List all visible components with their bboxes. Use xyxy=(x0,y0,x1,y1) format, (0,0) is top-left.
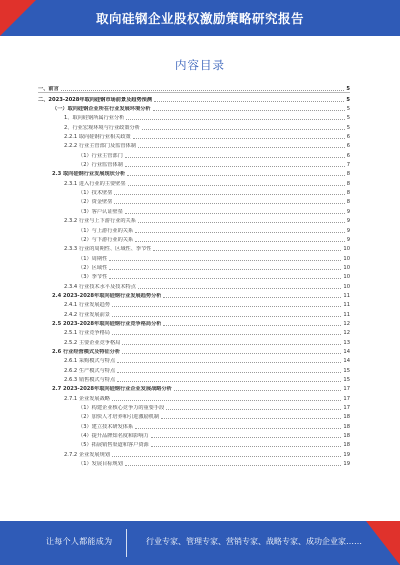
toc-leader-dots xyxy=(122,353,341,354)
toc-entry-label: （1）技术壁垒 xyxy=(78,190,113,197)
toc-entry-label: （2）与下游行业的关系 xyxy=(78,236,134,243)
toc-entry-label: 2.6.2 生产模式与特点 xyxy=(64,367,116,374)
toc-entry[interactable] xyxy=(38,131,350,140)
toc-leader-dots xyxy=(174,390,342,391)
toc-entry-label: （3）建立技术研发体系 xyxy=(78,423,134,430)
report-title: 取向硅钢企业股权激励策略研究报告 xyxy=(95,11,304,26)
toc-leader-dots xyxy=(112,456,341,457)
toc-leader-dots xyxy=(125,465,342,466)
toc-entry[interactable] xyxy=(38,121,350,130)
toc-leader-dots xyxy=(138,222,345,223)
toc-entry-label: 2.5.1 行业竞争格局 xyxy=(64,330,110,337)
toc-entry-label: 2.4.2 行业发展前景 xyxy=(64,311,110,318)
toc-leader-dots xyxy=(142,129,345,130)
toc-entry[interactable] xyxy=(38,271,350,280)
toc-entry-page: 14 xyxy=(343,358,350,365)
toc-leader-dots xyxy=(125,213,345,214)
toc-entry[interactable] xyxy=(38,112,350,121)
toc-entry-page: 8 xyxy=(346,171,350,178)
toc-leader-dots xyxy=(112,334,341,335)
toc-entry-label: （3）客户认证壁垒 xyxy=(78,208,123,215)
toc-entry-page: 5 xyxy=(346,115,350,122)
toc-entry-page: 7 xyxy=(346,162,350,169)
toc-entry-label: 2.5 2023-2028年取向硅钢行业竞争格局分析 xyxy=(52,320,162,327)
toc-entry-label: 2.3.1 进入行业的主要壁垒 xyxy=(64,180,126,187)
toc-entry[interactable] xyxy=(38,430,350,439)
toc-entry-label: 2.4 2023-2028年取向硅钢行业发展趋势分析 xyxy=(52,292,162,299)
toc-entry-label: 2.7 2023-2028年取向硅钢行业企业发展战略分析 xyxy=(52,386,172,393)
toc-entry-page: 10 xyxy=(343,246,350,253)
toc-entry-label: 2.7.1 企业发展战略 xyxy=(64,395,110,402)
toc-leader-dots xyxy=(117,381,341,382)
toc-entry-page: 6 xyxy=(346,134,350,141)
toc-leader-dots xyxy=(112,306,341,307)
toc-entry-page: 19 xyxy=(343,461,350,468)
toc-entry[interactable] xyxy=(38,420,350,429)
toc-leader-dots xyxy=(154,101,344,102)
toc-entry-page: 17 xyxy=(343,386,350,393)
toc-entry-page: 18 xyxy=(343,433,350,440)
toc-leader-dots xyxy=(127,175,344,176)
toc-entry-page: 19 xyxy=(343,451,350,458)
toc-entry-page: 11 xyxy=(343,292,350,299)
toc-leader-dots xyxy=(128,185,345,186)
toc-entry-label: （一）取向硅钢企业所在行业发展环境分析 xyxy=(52,106,151,113)
toc-leader-dots xyxy=(112,400,341,401)
toc-entry-label: 2.3.2 行业与上下游行业的关系 xyxy=(64,218,136,225)
toc-entry-page: 8 xyxy=(346,180,350,187)
toc-entry-label: 2.3.4 行业技术水平及技术特点 xyxy=(64,283,136,290)
toc-leader-dots xyxy=(163,297,341,298)
toc-entry-page: 14 xyxy=(343,348,350,355)
footer-divider xyxy=(126,529,127,557)
toc-entry-label: 1、取向硅钢所属行业分析 xyxy=(64,115,125,122)
toc-entry[interactable] xyxy=(38,458,350,467)
toc-entry[interactable] xyxy=(38,346,350,355)
toc-entry-page: 10 xyxy=(343,274,350,281)
toc-entry-page: 9 xyxy=(346,218,350,225)
toc-leader-dots xyxy=(153,250,341,251)
toc-entry-label: 2.4.1 行业发展趋势 xyxy=(64,302,110,309)
toc-entry[interactable] xyxy=(38,262,350,271)
toc-entry[interactable] xyxy=(38,280,350,289)
page-footer xyxy=(0,521,400,565)
toc-entry-page: 6 xyxy=(346,152,350,159)
toc-leader-dots xyxy=(117,372,341,373)
toc-entry-page: 8 xyxy=(346,190,350,197)
toc-entry[interactable] xyxy=(38,318,350,327)
toc-entry-label: （1）与上游行业的关系 xyxy=(78,227,134,234)
toc-entry[interactable] xyxy=(38,103,350,112)
toc-entry-page: 12 xyxy=(343,330,350,337)
footer-tagline: 行业专家、管理专家、营销专家、战略专家、成功企业家…… xyxy=(146,537,362,546)
toc-entry-page: 9 xyxy=(346,227,350,234)
toc-entry-page: 10 xyxy=(343,283,350,290)
toc-entry-page: 5 xyxy=(346,106,350,113)
toc-entry-page: 11 xyxy=(343,302,350,309)
toc-entry-label: 2.5.2 主要企业竞争格局 xyxy=(64,339,121,346)
toc-entry-page: 9 xyxy=(346,236,350,243)
toc-leader-dots xyxy=(138,147,345,148)
toc-entry-page: 15 xyxy=(343,377,350,383)
toc-entry-page: 9 xyxy=(346,208,350,215)
toc-leader-dots xyxy=(161,418,341,419)
toc-entry-page: 8 xyxy=(346,199,350,206)
toc-entry-label: 2.7.2 企业发展规划 xyxy=(64,451,110,458)
toc-entry-label: 2.3 取向硅钢行业发展现状分析 xyxy=(52,171,126,178)
toc-entry[interactable] xyxy=(38,374,350,383)
toc-leader-dots xyxy=(151,446,342,447)
toc-leader-dots xyxy=(163,325,341,326)
toc-entry[interactable] xyxy=(38,402,350,411)
toc-entry-page: 5 xyxy=(346,86,350,93)
toc-leader-dots xyxy=(109,278,341,279)
toc-entry-page: 12 xyxy=(343,320,350,327)
toc-entry-page: 10 xyxy=(343,255,350,262)
toc-entry[interactable] xyxy=(38,308,350,317)
toc-entry[interactable] xyxy=(38,205,350,214)
toc-entry[interactable] xyxy=(38,159,350,168)
toc-entry-label: 2.6 行业经营模式及特征分析 xyxy=(52,348,121,355)
toc-heading: 内容目录 xyxy=(175,58,225,72)
toc-leader-dots xyxy=(166,409,341,410)
toc-entry-label: （5）拓展销售渠道和客户资源 xyxy=(78,442,149,449)
toc-leader-dots xyxy=(135,241,345,242)
toc-entry-label: （1）行业主管部门 xyxy=(78,152,123,159)
toc-entry-label: （1）构建企业核心竞争力的重要手段 xyxy=(78,405,165,412)
toc-leader-dots xyxy=(151,437,342,438)
toc-entry-page: 11 xyxy=(343,311,350,318)
toc-entry-label: （2）资金壁垒 xyxy=(78,199,113,206)
toc-entry[interactable] xyxy=(38,336,350,345)
toc-leader-dots xyxy=(109,269,341,270)
toc-entry[interactable] xyxy=(38,439,350,448)
toc-entry[interactable] xyxy=(38,187,350,196)
toc-leader-dots xyxy=(133,138,345,139)
toc-entry[interactable] xyxy=(38,364,350,373)
toc-entry-label: （2）行业监管体制 xyxy=(78,162,123,169)
toc-entry-page: 17 xyxy=(343,405,350,412)
toc-entry[interactable] xyxy=(38,448,350,457)
toc-leader-dots xyxy=(126,119,344,120)
toc-entry-page: 13 xyxy=(343,339,350,346)
toc-entry-page: 10 xyxy=(343,264,350,271)
toc-entry[interactable] xyxy=(38,215,350,224)
toc-leader-dots xyxy=(114,194,344,195)
page-header xyxy=(0,0,400,36)
toc-entry-label: 2.2.1 取向硅钢行业相关政策 xyxy=(64,134,131,141)
toc-entry-page: 5 xyxy=(346,124,350,131)
footer-slogan: 让每个人都能成为 xyxy=(46,537,113,546)
toc-entry[interactable] xyxy=(38,252,350,261)
toc-leader-dots xyxy=(138,288,341,289)
toc-entry[interactable] xyxy=(38,140,350,149)
toc-entry-page: 18 xyxy=(343,442,350,449)
toc-leader-dots xyxy=(117,362,341,363)
toc-entry[interactable] xyxy=(38,243,350,252)
toc-entry[interactable] xyxy=(38,392,350,401)
toc-leader-dots xyxy=(114,203,344,204)
toc-entry[interactable] xyxy=(38,92,350,102)
toc-entry-label: （1）周期性 xyxy=(78,255,108,262)
toc-entry[interactable] xyxy=(38,411,350,420)
toc-leader-dots xyxy=(122,344,341,345)
toc-entry[interactable] xyxy=(38,224,350,233)
toc-leader-dots xyxy=(125,166,345,167)
toc-entry-page: 6 xyxy=(346,143,350,150)
toc-entry[interactable] xyxy=(38,355,350,364)
toc-entry[interactable] xyxy=(38,83,350,92)
toc-entry-label: （3）季节性 xyxy=(78,274,108,281)
toc-entry-label: 2、行业宏观环境与行业政策分析 xyxy=(64,124,140,131)
table-of-contents xyxy=(38,83,350,467)
toc-entry[interactable] xyxy=(38,327,350,336)
toc-entry-page: 18 xyxy=(343,423,350,430)
toc-entry-label: 一、前言 xyxy=(38,86,59,93)
toc-entry[interactable] xyxy=(38,149,350,158)
toc-entry[interactable] xyxy=(38,177,350,186)
toc-entry-page: 5 xyxy=(346,96,350,103)
toc-entry[interactable] xyxy=(38,383,350,392)
toc-leader-dots xyxy=(153,110,345,111)
toc-entry-label: （4）提升品牌知名度和影响力 xyxy=(78,433,149,440)
toc-entry[interactable] xyxy=(38,234,350,243)
toc-entry-label: 2.2.2 行业主管部门及监管体制 xyxy=(64,143,136,150)
toc-leader-dots xyxy=(135,428,341,429)
toc-entry-label: （2）加快人才培养和引进激励机制 xyxy=(78,414,160,421)
toc-entry[interactable] xyxy=(38,196,350,205)
toc-entry[interactable] xyxy=(38,299,350,308)
toc-entry-label: （2）区域性 xyxy=(78,264,108,271)
toc-leader-dots xyxy=(125,157,345,158)
toc-leader-dots xyxy=(61,90,345,91)
toc-entry-label: 2.6.3 销售模式与特点 xyxy=(64,377,116,383)
footer-red-corner xyxy=(366,521,400,565)
toc-entry-page: 17 xyxy=(343,395,350,402)
toc-entry-label: （1）发展目标规划 xyxy=(78,461,123,468)
toc-entry[interactable] xyxy=(38,290,350,299)
toc-leader-dots xyxy=(112,316,341,317)
toc-entry-page: 18 xyxy=(343,414,350,421)
toc-entry[interactable] xyxy=(38,168,350,177)
toc-leader-dots xyxy=(109,260,341,261)
toc-entry-label: 2.3.3 行业的周期性、区域性、季节性 xyxy=(64,246,152,253)
toc-entry-label: 2.6.1 采购模式与特点 xyxy=(64,358,116,365)
toc-leader-dots xyxy=(135,232,345,233)
toc-entry-label: 二、2023-2028年取向硅钢市场前景及趋势预测 xyxy=(38,96,153,103)
toc-entry-page: 15 xyxy=(343,367,350,374)
